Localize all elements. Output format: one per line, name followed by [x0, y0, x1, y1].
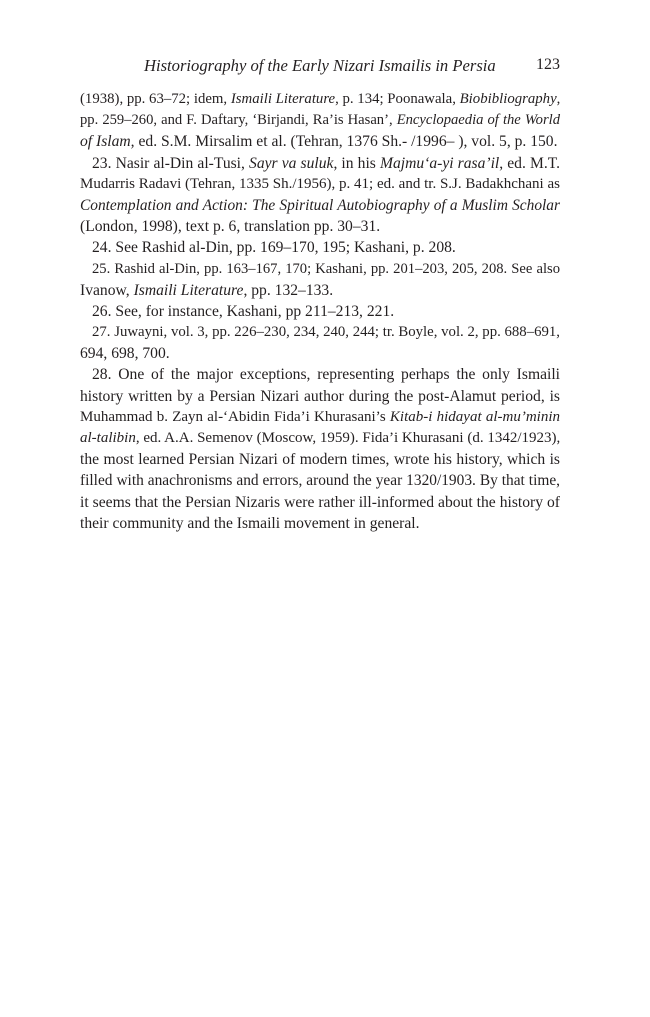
- text-line: [80, 364, 560, 385]
- text-run: history written by a Persian Nizari author during the post-Alamut period, is: [80, 387, 560, 405]
- text-line: [80, 237, 560, 258]
- text-line: [80, 301, 560, 322]
- text-line: [80, 449, 560, 470]
- text-run: Mudarris Radavi (Tehran, 1335 Sh./1956), p. 41; ed. and tr. S.J. Badakhchani as: [80, 175, 560, 192]
- text-line: [80, 492, 560, 513]
- italic-text: Kitab-i hidayat al-mu’minin: [389, 408, 560, 425]
- text-run: (1938), pp. 63–72; idem,: [80, 91, 231, 107]
- page-number: 123: [536, 56, 560, 73]
- italic-text: Majmu‘a-yi rasa’il: [379, 154, 500, 172]
- page-header: [80, 56, 560, 82]
- text-line: [80, 110, 560, 131]
- text-run: , ed. A.A. Semenov (Moscow, 1959). Fida’i Khurasani (d. 1342/1923),: [135, 430, 561, 446]
- text-run: their community and the Ismaili movement in general.: [80, 514, 420, 532]
- text-line: [80, 174, 560, 195]
- text-line: [80, 216, 560, 237]
- text-run: filled with anachronisms and errors, around the year 1320/1903. By that time,: [80, 472, 560, 490]
- endnotes-block: [80, 89, 560, 534]
- text-run: 26. See, for instance, Kashani, pp 211–213, 221.: [92, 302, 395, 320]
- italic-text: Contemplation and Action: The Spiritual Autobiography of a Muslim Scholar: [80, 196, 560, 214]
- text-run: 27. Juwayni, vol. 3, pp. 226–230, 234, 240, 244; tr. Boyle, vol. 2, pp. 688–691,: [92, 324, 560, 341]
- italic-text: Biobibliography: [459, 91, 557, 107]
- text-line: [80, 407, 560, 428]
- italic-text: Ismaili Literature: [230, 91, 336, 107]
- text-run: , pp. 132–133.: [243, 281, 334, 299]
- text-line: [80, 280, 560, 301]
- text-run: 25. Rashid al-Din, pp. 163–167, 170; Kashani, pp. 201–203, 205, 208. See also: [92, 260, 560, 277]
- text-line: [80, 89, 560, 110]
- text-line: [80, 195, 560, 216]
- text-line: [80, 428, 560, 449]
- text-run: , p. 134; Poonawala,: [335, 91, 460, 107]
- text-run: , ed. M.T.: [499, 154, 561, 172]
- italic-text: Sayr va suluk: [249, 154, 334, 172]
- text-run: 23. Nasir al-Din al-Tusi,: [92, 154, 250, 172]
- text-line: [80, 343, 560, 364]
- text-run: (London, 1998), text p. 6, translation pp. 30–31.: [80, 218, 381, 236]
- text-line: [80, 259, 560, 280]
- text-run: 24. See Rashid al-Din, pp. 169–170, 195; Kashani, p. 208.: [92, 239, 456, 257]
- running-head: Historiography of the Early Nizari Ismailis in Persia: [144, 56, 496, 75]
- text-run: 28. One of the major exceptions, representing perhaps the only Ismaili: [92, 366, 560, 384]
- text-run: pp. 259–260, and F. Daftary, ‘Birjandi, Ra’is Hasan’,: [80, 112, 397, 129]
- text-line: [80, 470, 560, 491]
- text-run: ed. S.M. Mirsalim et al. (Tehran, 1376 Sh.- /1996– ), vol. 5, p. 150.: [134, 133, 558, 151]
- italic-text: Ismaili Literature: [133, 281, 244, 299]
- text-run: it seems that the Persian Nizaris were rather ill-informed about the history of: [80, 493, 560, 511]
- italic-text: Encyclopaedia of the World: [396, 112, 560, 129]
- italic-text: al-talibin: [80, 430, 136, 446]
- text-line: [80, 131, 560, 152]
- italic-text: of Islam,: [80, 133, 135, 151]
- text-run: Ivanow,: [80, 281, 134, 299]
- text-run: , in his: [333, 154, 380, 172]
- text-line: [80, 153, 560, 174]
- text-line: [80, 322, 560, 343]
- text-line: [80, 386, 560, 407]
- text-run: 694, 698, 700.: [80, 345, 170, 363]
- text-run: Muhammad b. Zayn al-‘Abidin Fida’i Khurasani’s: [80, 408, 390, 425]
- text-line: [80, 513, 560, 534]
- text-run: the most learned Persian Nizari of modern times, wrote his history, which is: [80, 451, 560, 469]
- text-run: ,: [556, 91, 561, 107]
